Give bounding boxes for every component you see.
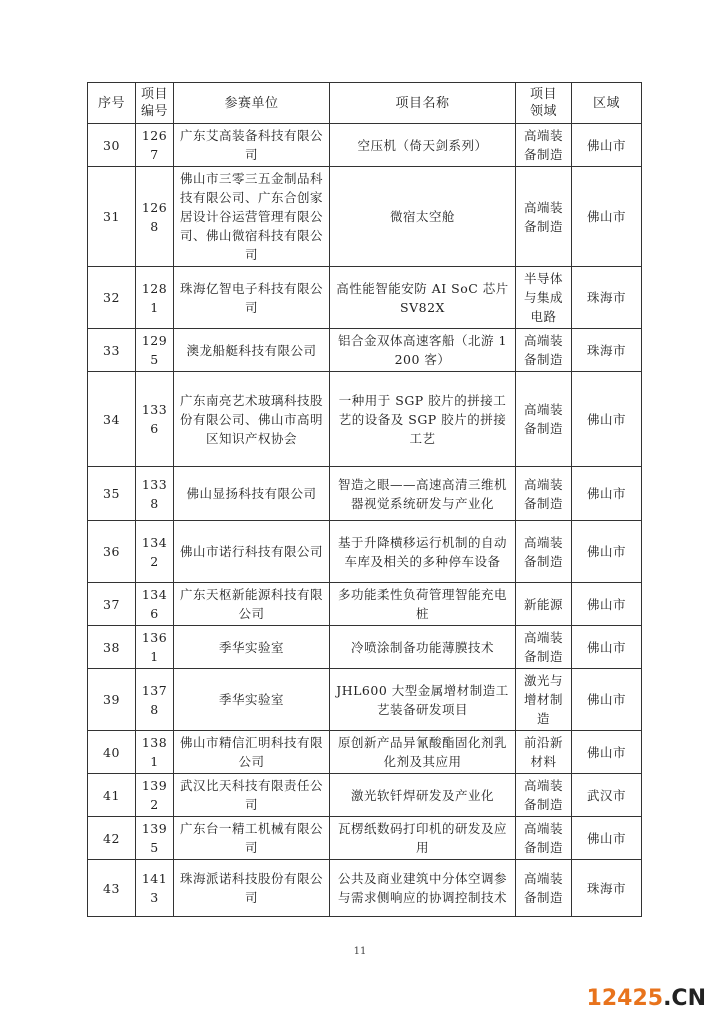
cell-unit: 季华实验室 bbox=[174, 669, 330, 731]
cell-region: 佛山市 bbox=[572, 669, 642, 731]
cell-unit: 澳龙船艇科技有限公司 bbox=[174, 329, 330, 372]
cell-region: 佛山市 bbox=[572, 583, 642, 626]
cell-field: 前沿新材料 bbox=[516, 731, 572, 774]
cell-field: 高端装备制造 bbox=[516, 124, 572, 167]
cell-code: 1361 bbox=[136, 626, 174, 669]
cell-name: 基于升降横移运行机制的自动车库及相关的多种停车设备 bbox=[330, 521, 516, 583]
cell-unit: 广东天枢新能源科技有限公司 bbox=[174, 583, 330, 626]
cell-field: 高端装备制造 bbox=[516, 521, 572, 583]
table-row bbox=[88, 860, 642, 917]
table-row bbox=[88, 467, 642, 521]
cell-region: 佛山市 bbox=[572, 521, 642, 583]
cell-name: 多功能柔性负荷管理智能充电桩 bbox=[330, 583, 516, 626]
cell-field: 高端装备制造 bbox=[516, 626, 572, 669]
cell-name: 原创新产品异氰酸酯固化剂乳化剂及其应用 bbox=[330, 731, 516, 774]
cell-region: 佛山市 bbox=[572, 731, 642, 774]
cell-code: 1281 bbox=[136, 267, 174, 329]
cell-no: 39 bbox=[88, 669, 136, 731]
cell-field: 新能源 bbox=[516, 583, 572, 626]
cell-code: 1268 bbox=[136, 167, 174, 267]
project-table bbox=[87, 82, 642, 917]
cell-code: 1392 bbox=[136, 774, 174, 817]
cell-code: 1395 bbox=[136, 817, 174, 860]
cell-field: 高端装备制造 bbox=[516, 329, 572, 372]
cell-name: 铝合金双体高速客船（北游 1200 客） bbox=[330, 329, 516, 372]
cell-name: 冷喷涂制备功能薄膜技术 bbox=[330, 626, 516, 669]
table-row bbox=[88, 521, 642, 583]
table-row bbox=[88, 167, 642, 267]
cell-field: 高端装备制造 bbox=[516, 860, 572, 917]
cell-code: 1295 bbox=[136, 329, 174, 372]
cell-field: 高端装备制造 bbox=[516, 167, 572, 267]
cell-no: 36 bbox=[88, 521, 136, 583]
header-field: 项目 领域 bbox=[516, 83, 572, 124]
cell-unit: 广东南亮艺术玻璃科技股份有限公司、佛山市高明区知识产权协会 bbox=[174, 372, 330, 467]
cell-field: 高端装备制造 bbox=[516, 774, 572, 817]
cell-name: JHL600 大型金属增材制造工艺装备研发项目 bbox=[330, 669, 516, 731]
table-row bbox=[88, 817, 642, 860]
cell-code: 1413 bbox=[136, 860, 174, 917]
cell-no: 38 bbox=[88, 626, 136, 669]
cell-region: 佛山市 bbox=[572, 167, 642, 267]
cell-no: 37 bbox=[88, 583, 136, 626]
cell-unit: 佛山市诺行科技有限公司 bbox=[174, 521, 330, 583]
cell-region: 佛山市 bbox=[572, 626, 642, 669]
cell-no: 31 bbox=[88, 167, 136, 267]
page-number: 11 bbox=[353, 946, 367, 957]
cell-code: 1378 bbox=[136, 669, 174, 731]
cell-field: 激光与增材制造 bbox=[516, 669, 572, 731]
cell-name: 空压机（倚天剑系列） bbox=[330, 124, 516, 167]
cell-code: 1267 bbox=[136, 124, 174, 167]
cell-no: 40 bbox=[88, 731, 136, 774]
cell-no: 35 bbox=[88, 467, 136, 521]
cell-region: 佛山市 bbox=[572, 817, 642, 860]
cell-name: 公共及商业建筑中分体空调参与需求侧响应的协调控制技术 bbox=[330, 860, 516, 917]
cell-name: 瓦楞纸数码打印机的研发及应用 bbox=[330, 817, 516, 860]
cell-no: 33 bbox=[88, 329, 136, 372]
table-body bbox=[88, 124, 642, 917]
header-row bbox=[88, 83, 642, 124]
cell-region: 珠海市 bbox=[572, 860, 642, 917]
cell-code: 1342 bbox=[136, 521, 174, 583]
cell-region: 佛山市 bbox=[572, 467, 642, 521]
header-code: 项目 编号 bbox=[136, 83, 174, 124]
table-row bbox=[88, 267, 642, 329]
cell-code: 1346 bbox=[136, 583, 174, 626]
table-row bbox=[88, 731, 642, 774]
watermark-logo bbox=[587, 986, 706, 1011]
cell-code: 1381 bbox=[136, 731, 174, 774]
cell-field: 半导体与集成电路 bbox=[516, 267, 572, 329]
cell-code: 1338 bbox=[136, 467, 174, 521]
table-row bbox=[88, 774, 642, 817]
table-row bbox=[88, 583, 642, 626]
header-unit: 参赛单位 bbox=[174, 83, 330, 124]
cell-unit: 珠海亿智电子科技有限公司 bbox=[174, 267, 330, 329]
cell-unit: 珠海派诺科技股份有限公司 bbox=[174, 860, 330, 917]
cell-no: 32 bbox=[88, 267, 136, 329]
watermark-domain: .CN bbox=[663, 986, 706, 1011]
cell-unit: 佛山显扬科技有限公司 bbox=[174, 467, 330, 521]
cell-region: 珠海市 bbox=[572, 329, 642, 372]
cell-unit: 佛山市精信汇明科技有限公司 bbox=[174, 731, 330, 774]
cell-no: 43 bbox=[88, 860, 136, 917]
cell-code: 1336 bbox=[136, 372, 174, 467]
cell-region: 武汉市 bbox=[572, 774, 642, 817]
cell-name: 智造之眼——高速高清三维机器视觉系统研发与产业化 bbox=[330, 467, 516, 521]
header-region: 区域 bbox=[572, 83, 642, 124]
cell-name: 激光软钎焊研发及产业化 bbox=[330, 774, 516, 817]
cell-no: 30 bbox=[88, 124, 136, 167]
cell-no: 41 bbox=[88, 774, 136, 817]
cell-field: 高端装备制造 bbox=[516, 817, 572, 860]
cell-region: 佛山市 bbox=[572, 124, 642, 167]
table-row bbox=[88, 329, 642, 372]
cell-unit: 武汉比天科技有限责任公司 bbox=[174, 774, 330, 817]
cell-no: 42 bbox=[88, 817, 136, 860]
cell-unit: 广东艾高装备科技有限公司 bbox=[174, 124, 330, 167]
table-row bbox=[88, 372, 642, 467]
table-row bbox=[88, 124, 642, 167]
header-name: 项目名称 bbox=[330, 83, 516, 124]
cell-name: 高性能智能安防 AI SoC 芯片 SV82X bbox=[330, 267, 516, 329]
cell-region: 佛山市 bbox=[572, 372, 642, 467]
cell-unit: 广东台一精工机械有限公司 bbox=[174, 817, 330, 860]
cell-name: 一种用于 SGP 胶片的拼接工艺的设备及 SGP 胶片的拼接工艺 bbox=[330, 372, 516, 467]
cell-unit: 佛山市三零三五金制品科技有限公司、广东合创家居设计谷运营管理有限公司、佛山微宿科技有限公司 bbox=[174, 167, 330, 267]
watermark-digits: 12425 bbox=[586, 986, 664, 1011]
header-no: 序号 bbox=[88, 83, 136, 124]
cell-no: 34 bbox=[88, 372, 136, 467]
cell-region: 珠海市 bbox=[572, 267, 642, 329]
cell-unit: 季华实验室 bbox=[174, 626, 330, 669]
cell-name: 微宿太空舱 bbox=[330, 167, 516, 267]
cell-field: 高端装备制造 bbox=[516, 372, 572, 467]
cell-field: 高端装备制造 bbox=[516, 467, 572, 521]
table-row bbox=[88, 669, 642, 731]
table-row bbox=[88, 626, 642, 669]
